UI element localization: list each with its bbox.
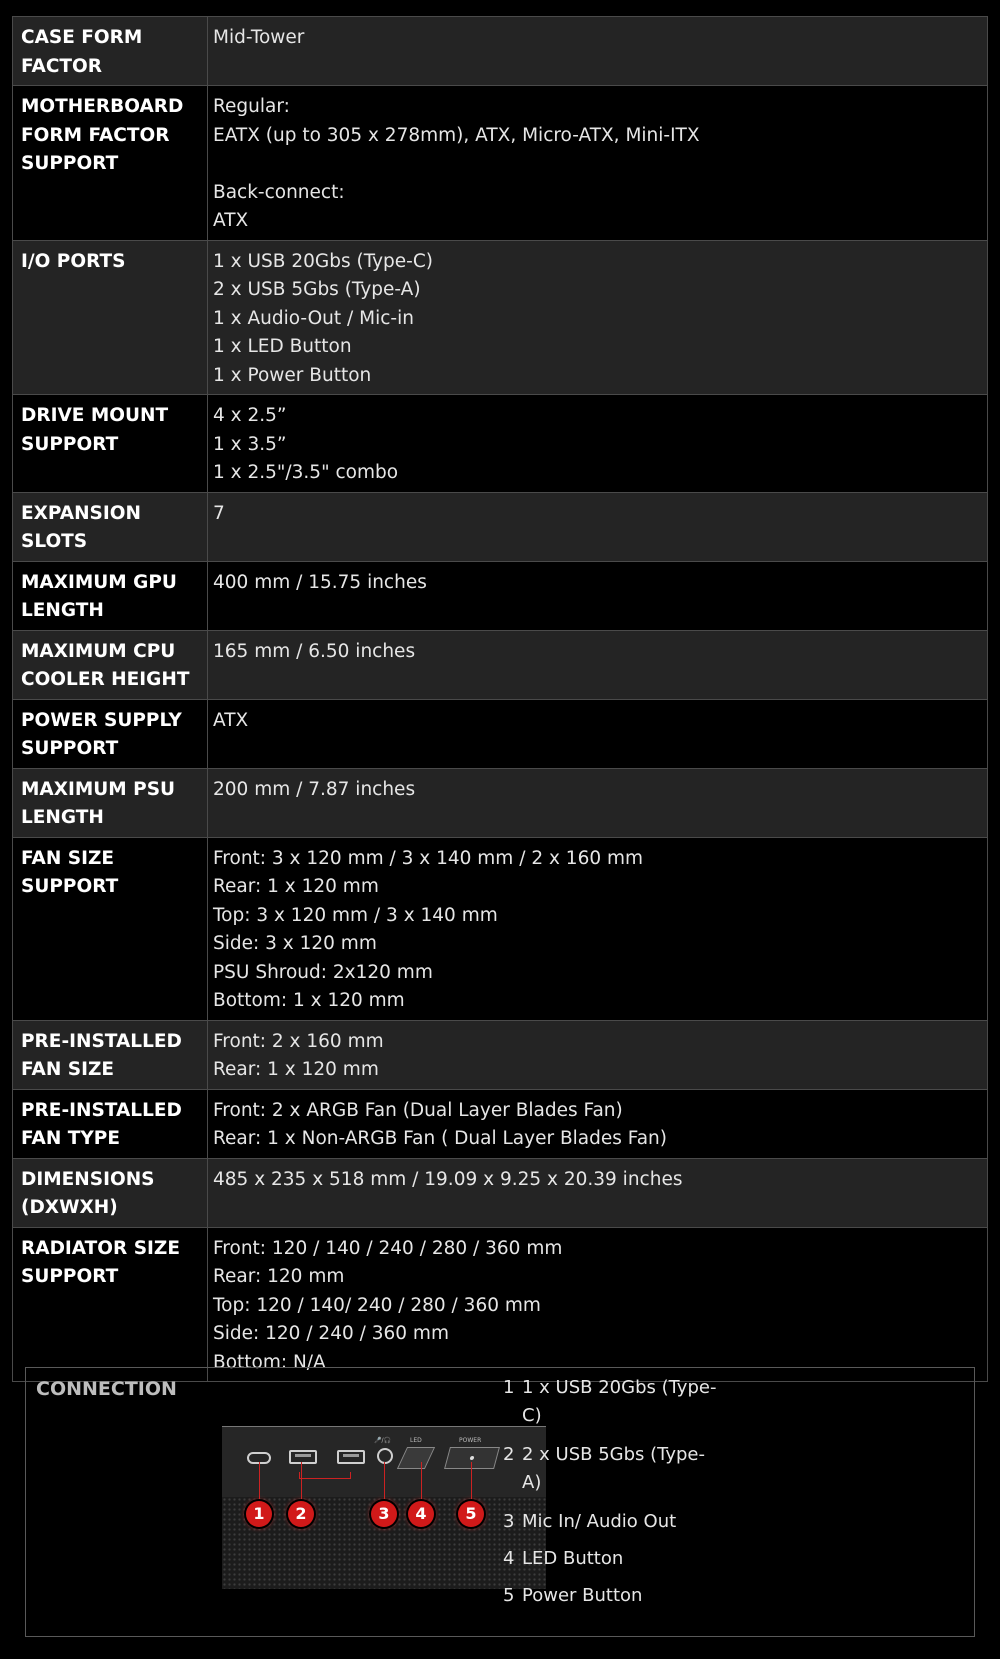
callout-badge-3: 3 (371, 1501, 397, 1527)
spec-value (208, 17, 988, 86)
spec-value-line (213, 150, 979, 179)
list-item (503, 1374, 723, 1430)
spec-value-line: Bottom: 1 x 120 mm (213, 990, 405, 1011)
spec-value-line: 1 x 2.5"/3.5" combo (213, 462, 399, 483)
spec-label: DIMENSIONS (DXWXH) (13, 1158, 208, 1227)
spec-label: EXPANSION SLOTS (13, 492, 208, 561)
spec-value-line: 200 mm / 7.87 inches (213, 778, 416, 800)
spec-value-line: Front: 2 x 160 mm (213, 1030, 384, 1052)
spec-value-line: 1 x LED Button (213, 336, 352, 357)
spec-value (208, 561, 988, 630)
spec-row-gpu-length (13, 561, 988, 630)
spec-value-line: 1 x Audio-Out / Mic-in (213, 307, 414, 329)
spec-label: MAXIMUM PSU LENGTH (13, 768, 208, 837)
spec-value (208, 1020, 988, 1089)
spec-value (208, 837, 988, 1020)
spec-label: I/O PORTS (13, 240, 208, 395)
power-label: POWER (459, 1437, 482, 1444)
spec-label: CASE FORM FACTOR (13, 17, 208, 86)
list-item (503, 1441, 723, 1497)
spec-value (208, 395, 988, 493)
list-item-text: 2 x USB 5Gbs (Type-A) (522, 1444, 706, 1493)
spec-row-expansion-slots (13, 492, 988, 561)
spec-label: POWER SUPPLY SUPPORT (13, 699, 208, 768)
spec-value-line: Bottom: N/A (213, 1351, 326, 1373)
spec-value-line: Top: 3 x 120 mm / 3 x 140 mm (213, 904, 498, 926)
spec-value (208, 699, 988, 768)
list-item-number: 2 (503, 1444, 515, 1465)
led-button-icon (397, 1447, 435, 1469)
usb-a-port-icon (337, 1450, 365, 1464)
spec-row-motherboard-support (13, 86, 988, 241)
spec-value-line: 2 x USB 5Gbs (Type-A) (213, 279, 421, 300)
spec-row-psu-length (13, 768, 988, 837)
spec-value-line: Front: 2 x ARGB Fan (Dual Layer Blades Fan) (213, 1099, 623, 1121)
spec-row-io-ports (13, 240, 988, 395)
list-item-text: Mic In/ Audio Out (522, 1511, 677, 1532)
list-item-number: 5 (503, 1585, 515, 1606)
list-item-number: 3 (503, 1511, 515, 1532)
spec-value (208, 492, 988, 561)
callout-badge-4: 4 (408, 1501, 434, 1527)
spec-value (208, 86, 988, 241)
spec-value-line: Side: 3 x 120 mm (213, 933, 377, 954)
connection-title: CONNECTION (36, 1378, 177, 1400)
led-label: LED (410, 1437, 422, 1444)
spec-value-line: Side: 120 / 240 / 360 mm (213, 1323, 449, 1344)
spec-row-power-supply (13, 699, 988, 768)
spec-label: PRE-INSTALLED FAN SIZE (13, 1020, 208, 1089)
spec-row-radiator-size (13, 1227, 988, 1382)
spec-value-line: Back-connect: (213, 181, 345, 203)
usb-a-bracket (299, 1472, 351, 1479)
spec-label: DRIVE MOUNT SUPPORT (13, 395, 208, 493)
spec-value (208, 1089, 988, 1158)
spec-label: MAXIMUM CPU COOLER HEIGHT (13, 630, 208, 699)
spec-value-line: ATX (213, 709, 249, 731)
spec-row-cpu-cooler-height (13, 630, 988, 699)
spec-value-line: 485 x 235 x 518 mm / 19.09 x 9.25 x 20.39 inches (213, 1168, 683, 1190)
list-item (503, 1545, 723, 1573)
spec-value-line: ATX (213, 210, 249, 231)
list-item-number: 1 (503, 1377, 515, 1398)
spec-value-line: Front: 120 / 140 / 240 / 280 / 360 mm (213, 1237, 563, 1259)
spec-row-dimensions (13, 1158, 988, 1227)
spec-value-line: Rear: 1 x Non-ARGB Fan ( Dual Layer Blades Fan) (213, 1128, 667, 1149)
spec-label: RADIATOR SIZE SUPPORT (13, 1227, 208, 1382)
spec-value-line: 1 x Power Button (213, 364, 372, 386)
spec-value-line: Mid-Tower (213, 27, 305, 48)
connection-panel (25, 1367, 975, 1637)
mic-headphone-label: 🎤/🎧 (374, 1437, 391, 1444)
spec-row-fan-size-support (13, 837, 988, 1020)
spec-value-line: Rear: 1 x 120 mm (213, 876, 379, 897)
list-item-text: 1 x USB 20Gbs (Type-C) (522, 1377, 717, 1426)
spec-value-line: 1 x 3.5” (213, 433, 287, 455)
spec-value-line: Regular: (213, 96, 290, 117)
spec-row-preinstalled-fan-size (13, 1020, 988, 1089)
spec-value-line: 1 x USB 20Gbs (Type-C) (213, 250, 433, 272)
list-item-number: 4 (503, 1548, 515, 1569)
audio-jack-icon (377, 1448, 393, 1464)
spec-row-preinstalled-fan-type (13, 1089, 988, 1158)
connection-list (503, 1374, 723, 1621)
callout-badge-5: 5 (458, 1501, 484, 1527)
spec-value-line: 7 (213, 502, 225, 524)
spec-value (208, 630, 988, 699)
spec-value-line: Top: 120 / 140/ 240 / 280 / 360 mm (213, 1294, 541, 1316)
spec-value-line: EATX (up to 305 x 278mm), ATX, Micro-ATX, Mini-ITX (213, 124, 700, 146)
spec-value (208, 768, 988, 837)
io-panel-photo (222, 1426, 546, 1589)
spec-label: MAXIMUM GPU LENGTH (13, 561, 208, 630)
spec-value-line: Rear: 120 mm (213, 1266, 345, 1287)
spec-value-line: Rear: 1 x 120 mm (213, 1059, 379, 1080)
spec-value-line: Front: 3 x 120 mm / 3 x 140 mm / 2 x 160 mm (213, 847, 644, 869)
usb-a-port-icon (289, 1450, 317, 1464)
spec-value-line: 165 mm / 6.50 inches (213, 640, 416, 662)
spec-value-line: 400 mm / 15.75 inches (213, 571, 427, 593)
callout-badge-2: 2 (288, 1501, 314, 1527)
spec-value-line: 4 x 2.5” (213, 405, 287, 426)
spec-row-drive-mount (13, 395, 988, 493)
list-item-text: Power Button (522, 1585, 643, 1606)
spec-label: MOTHERBOARD FORM FACTOR SUPPORT (13, 86, 208, 241)
power-button-icon (444, 1447, 500, 1469)
spec-value (208, 240, 988, 395)
list-item (503, 1582, 723, 1610)
callout-badge-1: 1 (246, 1501, 272, 1527)
spec-label: FAN SIZE SUPPORT (13, 837, 208, 1020)
spec-value (208, 1158, 988, 1227)
spec-value (208, 1227, 988, 1382)
list-item (503, 1508, 723, 1536)
spec-row-case-form-factor (13, 17, 988, 86)
spec-value-line: PSU Shroud: 2x120 mm (213, 961, 433, 983)
spec-label: PRE-INSTALLED FAN TYPE (13, 1089, 208, 1158)
list-item-text: LED Button (522, 1548, 624, 1569)
spec-table (12, 16, 988, 1382)
